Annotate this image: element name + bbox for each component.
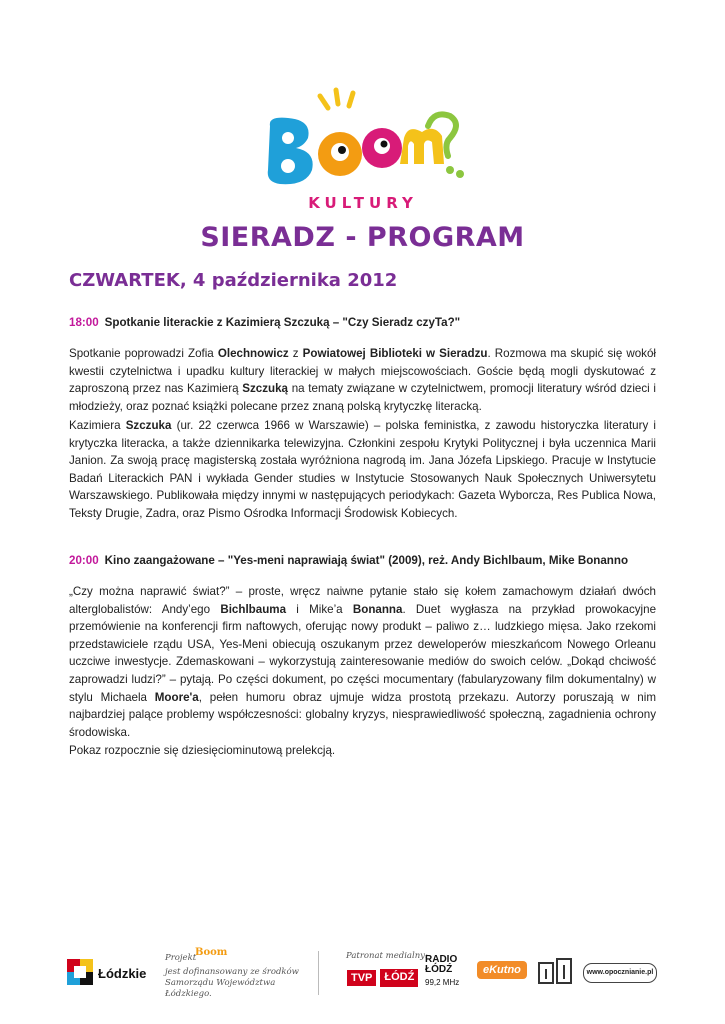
- media-patron-icon: [537, 957, 575, 987]
- text-run: Kazimiera: [69, 419, 126, 432]
- project-line-1: Projekt: [165, 953, 197, 963]
- footer-divider: [318, 951, 319, 995]
- text-run: i Mike’a: [286, 602, 353, 616]
- logo-subtitle: KULTURY: [308, 194, 418, 212]
- boom-kultury-logo: [258, 86, 468, 214]
- event-1-header: [69, 314, 656, 332]
- lodzkie-logo: [67, 959, 157, 989]
- event-1-title: Spotkanie literackie z Kazimierą Szczuką – "Czy Sieradz czyTa?": [104, 316, 461, 329]
- text-run: (ur. 22 czerwca 1966 w Warszawie) – polska feministka, z zawodu historyczka literatury i krytyczka literacka, a także dziennikarka telewizyjna. Członkini zespołu Krytyki Politycznej i była uczennica Marii Janion. Za swoją pracę magisterską została wyróżniona nagrodą im. Jana Józefa Lipskiego. Pracuje w Instytucie Badań Literackich PAN i wykłada Gender studies w Instytucie Stosowanych Nauk Społecznych Uniwersytetu Warszawskiego. Publikowała między innymi w następujących periodykach: Gazeta Wyborcza, Res Publica Nowa, Teksty Drugie, Zadra, oraz Pismo Ośrodka Informacji Środowisk Kobiecych.: [69, 419, 656, 520]
- event-1-paragraph-1: [69, 345, 656, 415]
- tvp-label: TVP: [346, 969, 377, 987]
- bold-run: Powiatowej Biblioteki w Sieradzu: [302, 347, 488, 360]
- event-1-time: 18:00: [69, 316, 99, 329]
- text-run: na tematy związane w czytelnictwem, promocji literatury wśród dzieci i młodzieży, oraz poznać książki polecane przez znaną polską krytyczkę literacką.: [69, 382, 656, 413]
- text-run: . Rozmowa ma skupić się wokół kwestii czytelnictwa i upadku kultury literackiej w małych miejscowościach. Goście będą mogli dyskutować z zaproszoną przez nas Kazimierą: [69, 347, 656, 396]
- patronat-label: Patronat medialny:: [346, 951, 428, 961]
- bold-run: Szczuka: [125, 419, 172, 432]
- text-run: . Duet wygłasza na przykład prowokacyjne przemówienie na konferencji firm naftowych, oferując nowy produkt – paliwo z… ludzkiego mięsa. Jako rzekomi przedstawiciele rządu USA, Yes-Meni obiecują oszukanym przez deweloperów mieszkańcom Nowego Orleanu uczciwe inwestycje. Zdemaskowani – wykorzystują zainteresowanie mediów do swoich celów. „Dokąd chciwość zaprowadzi ludzi?” – pytają. Po części dokument, po części mocumentary (fabularyzowany film dokumentalny) w stylu Michaela: [69, 602, 657, 704]
- bold-run: Bichlbauma: [220, 602, 287, 616]
- event-2-paragraph-1: [69, 583, 656, 741]
- event-2-time: 20:00: [69, 554, 99, 567]
- bold-run: Olechnowicz: [217, 347, 289, 360]
- bold-run: Bonanna: [352, 602, 403, 616]
- prelection-note: Pokaz rozpocznie się dziesięciominutową prelekcją.: [69, 744, 336, 757]
- event-2-title: Kino zaangażowane – "Yes-meni naprawiają świat" (2009), reż. Andy Bichlbaum, Mike Bonanno: [104, 554, 629, 567]
- opocznianie-logo: www.opocznianie.pl: [583, 963, 657, 983]
- project-mini-logo: Boom: [195, 947, 228, 958]
- day-heading: CZWARTEK, 4 października 2012: [69, 270, 398, 291]
- lodzkie-label: Łódzkie: [98, 966, 147, 981]
- project-line-2: jest dofinansowany ze środków Samorządu Województwa Łódzkiego.: [165, 967, 299, 999]
- event-2-paragraph-2: [69, 742, 656, 760]
- text-run: , pełen humoru obraz ujmuje widza prostotą przekazu. Autorzy poruszają w nim najbardziej palące problemy współczesności: globalny kryzys, niesprawiedliwość społeczną, zagadnienia ochrony środowiska.: [69, 690, 656, 739]
- bold-run: Moore'a: [154, 690, 199, 704]
- ekutno-logo: eKutno: [477, 961, 527, 979]
- event-2-header: [69, 552, 656, 570]
- page-title: SIERADZ - PROGRAM: [200, 222, 525, 253]
- tvp-lodz-logo: [346, 969, 418, 987]
- text-run: Spotkanie poprowadzi Zofia: [69, 347, 218, 360]
- project-credit: [165, 947, 305, 999]
- sponsor-footer: [0, 945, 725, 1005]
- tvp-lodz-label: ŁÓDŹ: [380, 969, 418, 987]
- radio-frequency: 99,2 MHz: [425, 978, 460, 987]
- boom-logo-graphic: [258, 86, 468, 214]
- bold-run: Szczuką: [242, 382, 289, 396]
- rays-icon: [320, 90, 353, 108]
- lodzkie-mark-icon: [67, 959, 93, 985]
- event-1-paragraph-2: [69, 417, 656, 523]
- radio-label: RADIO ŁÓDŹ: [425, 954, 458, 975]
- radio-lodz-logo: [425, 955, 465, 988]
- text-run: „Czy można naprawić świat?” – proste, wręcz naiwne pytanie stało się kołem zamachowym działań dwóch alterglobalistów: Andy’ego: [69, 585, 656, 616]
- text-run: z: [288, 347, 303, 360]
